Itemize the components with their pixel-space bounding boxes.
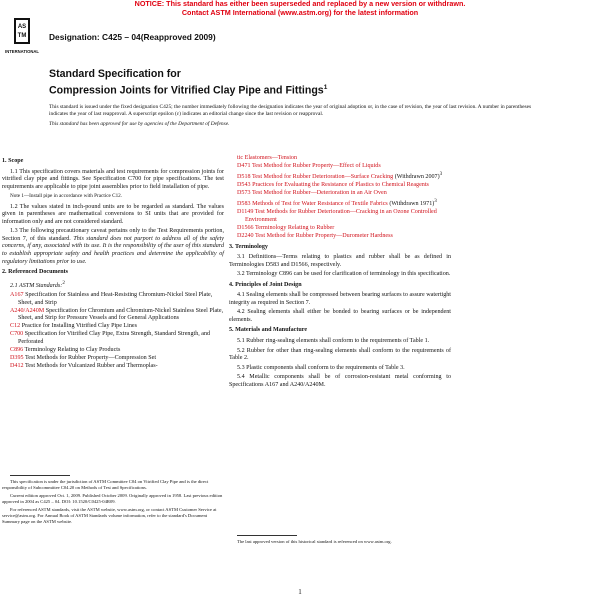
dod-statement: This standard has been approved for use by agencies of the Department of Defense. (49, 121, 230, 128)
superseded-notice (0, 0, 600, 17)
section-5-1: 5.1 Rubber ring-sealing elements shall conform to the requirements of Table 1. (237, 338, 430, 344)
title-line-1: Standard Specification for (49, 68, 181, 80)
ref-item: C700 Specification for Vitrified Clay Pipe, Extra Strength, Standard Strength, and Perforated (10, 331, 211, 346)
section-1-2: 1.2 The values stated in inch-pound units are to be regarded as standard. The values given in parentheses are mathematical conversions to SI units that are provided for information only and are not considered standard. (2, 203, 224, 225)
footnote-1b: Current edition approved Oct. 1, 2009. Published October 2009. Originally approved in 1958. Last previous edition approved in 2004 as C425 – 04. DOI: 10.1520/C0425-04R09. (2, 493, 223, 504)
footnote-rule (10, 475, 70, 476)
svg-text:TM: TM (17, 33, 27, 39)
ref-item: D395 Test Methods for Rubber Property—Compression Set (10, 355, 157, 362)
astm-logo (4, 17, 40, 59)
ref-item: D412 Test Methods for Vulcanized Rubber and Thermoplas- (10, 363, 158, 370)
ref-link[interactable]: D2240 (237, 232, 254, 239)
astm-logo-icon (4, 17, 40, 59)
ref-item: D518 Test Method for Rubber Deterioration—Surface Cracking (Withdrawn 2007)$^3$ (237, 171, 443, 181)
page-number: 1 (298, 588, 302, 596)
note-1: Note 1—Install pipe in accordance with Practice C12. (10, 193, 123, 200)
svg-text:AS: AS (17, 24, 27, 30)
ref-link[interactable]: C896 (10, 347, 24, 354)
left-footnotes (2, 475, 224, 527)
principles-heading: 4. Principles of Joint Design (229, 281, 302, 288)
scope-heading: 1. Scope (2, 158, 24, 164)
ref-link[interactable]: D1566 (237, 224, 254, 231)
ref-item: D583 Methods of Test for Water Resistance of Textile Fabrics (Withdrawn 1971)$^3$ (237, 198, 437, 208)
document-title (49, 68, 549, 98)
ref-continuation: tic Elastomers—Tension (237, 155, 297, 161)
logo-text: INTERNATIONAL (5, 49, 39, 54)
issuance-statement (49, 104, 537, 132)
section-5-3: 5.3 Plastic components shall conform to the requirements of Table 3. (237, 364, 405, 371)
left-column (2, 155, 224, 371)
section-4-1: 4.1 Sealing elements shall be compressed between bearing surfaces to assure watertight integrity as required in Section 7. (229, 292, 451, 306)
section-5-4: 5.4 Metallic components shall be of corrosion-resistant metal conforming to Specifications A167 and A240/A240M. (229, 374, 451, 388)
ref-link[interactable]: D573 (237, 190, 251, 197)
referenced-documents-heading: 2. Referenced Documents (2, 269, 69, 276)
footnote-1: This specification is under the jurisdiction of ASTM Committee C04 on Vitrified Clay Pipe and is the direct responsibility of Subcommittee C04.20 on Methods of Test and Specifications. (2, 479, 209, 490)
designation: Designation: C425 – 04(Reapproved 2009) (49, 32, 216, 42)
right-footnotes (229, 535, 451, 547)
ref-link[interactable]: A240/A240M (10, 307, 45, 314)
title-footnote-mark: 1 (323, 84, 328, 91)
footnote-2: For referenced ASTM standards, visit the ASTM website, www.astm.org, or contact ASTM Customer Service at service@astm.org. For Annual Book of ASTM Standards volume information, refer to the standard's Document Summary page on the ASTM website. (2, 507, 217, 524)
ref-link[interactable]: C12 (10, 323, 21, 330)
ref-item: C12 Practice for Installing Vitrified Clay Pipe Lines (10, 323, 137, 330)
ref-item: D1149 Test Methods for Rubber Deterioration—Cracking in an Ozone Controlled Environment (237, 209, 437, 223)
materials-heading: 5. Materials and Manufacture (229, 327, 308, 334)
ref-link[interactable]: D543 (237, 182, 251, 189)
section-5-2: 5.2 Rubber for other than ring-sealing elements shall conform to the requirements of Table 2. (229, 347, 451, 362)
safety-caveat: This standard does not purport to address all of the safety concerns, if any, associated with its use. It is the responsibility of the user of this standard to establish appropriate safety and health practices and determine the applicability of regulatory limitations prior to use. (2, 235, 224, 265)
notice-line-2: Contact ASTM International (www.astm.org) for the latest information (181, 7, 419, 17)
ref-link[interactable]: D395 (10, 355, 24, 362)
ref-item: D543 Practices for Evaluating the Resistance of Plastics to Chemical Reagents (237, 182, 429, 189)
title-line-2: Compression Joints for Vitrified Clay Pipe and Fittings$^1$ (49, 84, 328, 97)
ref-item: D573 Test Method for Rubber—Deterioration in an Air Oven (237, 190, 387, 197)
intro-paragraph: This standard is issued under the fixed designation C425; the number immediately following the designation indicates the year of original adoption or, in the case of revision, the year of last revision. A number in parentheses indicates the year of last reapproval. A superscript epsilon (ε) indicates an editorial change since the last revision or reapproval. (49, 104, 532, 118)
footnote-rule (237, 535, 297, 536)
ref-item: C896 Terminology Relating to Clay Products (10, 347, 121, 354)
ref-item: A240/A240M Specification for Chromium and Chromium-Nickel Stainless Steel Plate, Sheet, and Strip for Pressure Vessels and for General Applications (10, 307, 224, 322)
ref-link[interactable]: D518 (237, 174, 251, 181)
ref-item: D2240 Test Method for Rubber Property—Durometer Hardness (237, 232, 393, 239)
ref-item: D1566 Terminology Relating to Rubber (237, 224, 335, 231)
ref-item: D471 Test Method for Rubber Property—Effect of Liquids (237, 163, 381, 170)
notice-line-1: NOTICE: This standard has either been superseded and replaced by a new version or withdrawn. (134, 0, 466, 8)
ref-link[interactable]: D583 (237, 201, 251, 208)
ref-link[interactable]: C700 (10, 331, 24, 338)
ref-item: A167 Specification for Stainless and Heat-Resisting Chromium-Nickel Steel Plate, Sheet, and Strip (10, 292, 213, 306)
right-column (229, 155, 451, 391)
ref-link[interactable]: D412 (10, 363, 24, 370)
astm-standards-label: 2.1 ASTM Standards:$^2$ (10, 279, 65, 289)
section-4-2: 4.2 Sealing elements shall either be bonded to bearing surfaces or be independent elements. (229, 309, 451, 323)
section-1-1: 1.1 This specification covers materials and test requirements for compression joints for vitrified clay pipe and fittings. See Specification C700 for pipe specifications. The test requirements are applicable to pipe joint assemblies prior to field installation of pipe. (2, 168, 224, 190)
ref-link[interactable]: D1149 (237, 209, 254, 216)
ref-link[interactable]: D471 (237, 163, 251, 170)
section-3-1: 3.1 Definitions—Terms relating to plastics and rubber shall be as defined in Terminologies D583 and D1566, respectively. (229, 254, 451, 268)
ref-link[interactable]: A167 (10, 292, 24, 299)
section-1-3: 1.3 The following precautionary caveat pertains only to the Test Requirements portion, Section 7, of this standard. This standard does not purport to address all of the safety concerns, if any, associated with its use. It is the responsibility of the user of this standard to establish appropriate safety and health practices and determine the applicability of regulatory limitations prior to use. (2, 228, 224, 265)
terminology-heading: 3. Terminology (229, 243, 268, 250)
footnote-3: The last approved version of this historical standard is referenced on www.astm.org. (237, 539, 392, 544)
section-3-2: 3.2 Terminology C896 can be used for clarification of terminology in this specification. (237, 271, 451, 278)
